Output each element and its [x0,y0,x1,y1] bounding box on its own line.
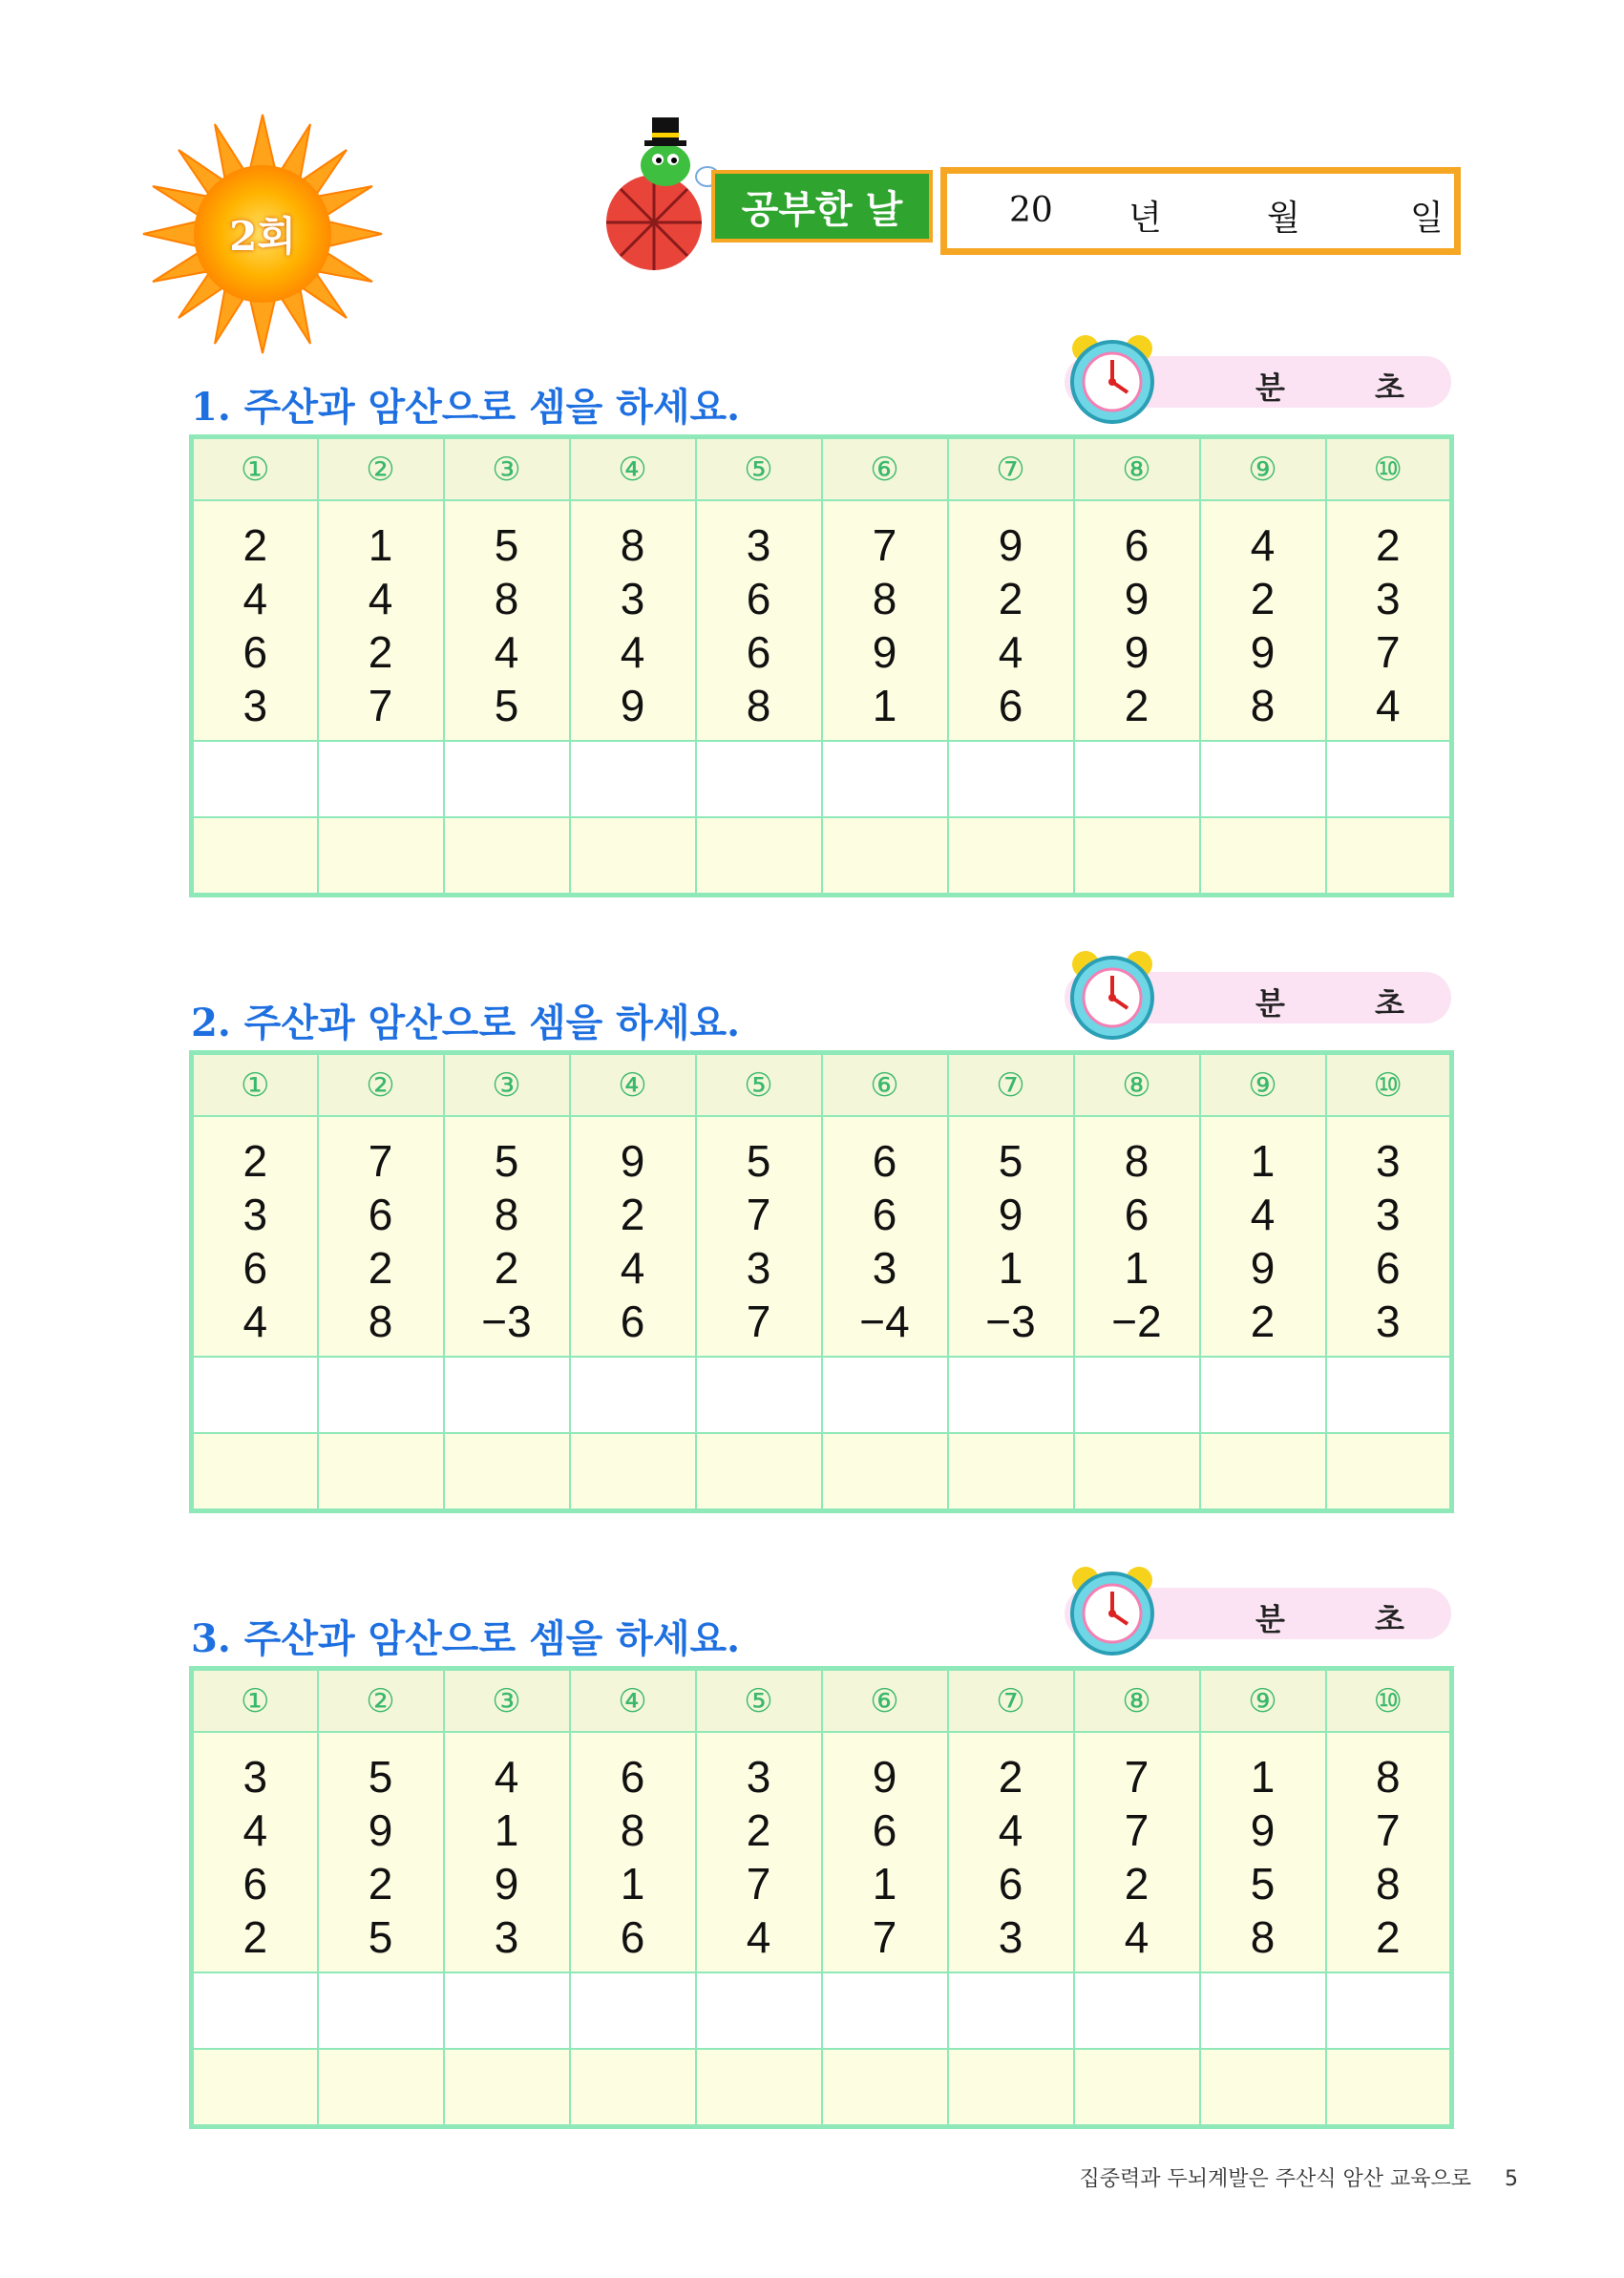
answer-cell[interactable] [1326,1433,1452,1511]
problem-number: 2 [243,1136,268,1186]
problem-number: 6 [746,627,771,677]
problem-number: 4 [368,574,393,623]
problem-number: 2 [494,1243,519,1293]
column-number: ④ [570,437,696,501]
answer-cell[interactable] [696,1972,822,2049]
problem-number: 4 [1250,520,1276,570]
answer-cell[interactable] [948,741,1074,817]
problem-number: 2 [998,1752,1023,1802]
problem-number: 2 [1375,520,1401,570]
column-number: ③ [444,1669,570,1733]
problem-number: 7 [746,1297,771,1346]
problem-number: 5 [746,1136,771,1186]
answer-cell[interactable] [570,1433,696,1511]
answer-cell[interactable] [318,741,444,817]
column-number: ⑨ [1200,437,1326,501]
problem-number: 5 [368,1752,393,1802]
problem-number: 8 [494,1190,519,1239]
problem-number: 9 [998,520,1023,570]
answer-cell[interactable] [696,817,822,896]
problem-cell [822,500,948,741]
column-number: ⑤ [696,437,822,501]
problem-cell [318,1116,444,1357]
problem-number: 3 [620,574,645,623]
problem-number: 9 [1250,1805,1276,1855]
answer-cell[interactable] [444,1433,570,1511]
problem-number: 6 [872,1805,897,1855]
date-year-prefix: 20 [1009,191,1053,230]
problem-number: 8 [1375,1859,1401,1909]
problem-cell [1074,500,1200,741]
problem-number: 6 [746,574,771,623]
answer-cell[interactable] [696,2049,822,2127]
problem-number: 4 [243,574,268,623]
answer-cell[interactable] [822,817,948,896]
problem-cell [822,1732,948,1972]
problem-cell [444,1732,570,1972]
answer-cell[interactable] [1200,741,1326,817]
problem-number: 2 [746,1805,771,1855]
problem-number: 2 [1250,1297,1276,1346]
problem-number: 8 [1250,1912,1276,1962]
answer-cell[interactable] [318,1433,444,1511]
problem-number: 9 [872,627,897,677]
date-month-label: 월 [1267,199,1300,238]
problem-cell [696,1732,822,1972]
answer-cell[interactable] [822,1972,948,2049]
answer-cell[interactable] [192,1972,318,2049]
page-footer [955,2162,1518,2192]
problem-cell [1200,500,1326,741]
problem-cell [822,1116,948,1357]
problem-number: 6 [620,1912,645,1962]
problem-number: 4 [494,627,519,677]
problem-number: −4 [859,1297,910,1346]
column-number: ③ [444,1053,570,1117]
study-day-label: 공부한 날 [711,170,933,243]
problem-number: 8 [494,574,519,623]
problem-number: 1 [1250,1136,1276,1186]
problem-number: 1 [368,520,393,570]
problem-number: 6 [620,1297,645,1346]
problem-number: 6 [998,681,1023,730]
problem-number: −3 [985,1297,1036,1346]
column-number: ⑦ [948,1669,1074,1733]
problem-cell [948,1116,1074,1357]
problem-cell [1074,1732,1200,1972]
problem-number: 6 [368,1190,393,1239]
date-day-label: 일 [1410,199,1444,238]
footer-tagline: 집중력과 두뇌계발은 주산식 암산 교육으로 [1079,2167,1472,2191]
problem-number: 6 [998,1859,1023,1909]
answer-cell[interactable] [444,741,570,817]
problem-number: 6 [243,1243,268,1293]
problem-number: 3 [746,520,771,570]
column-number: ⑧ [1074,1669,1200,1733]
problem-cell [948,1732,1074,1972]
column-number: ⑥ [822,1053,948,1117]
problem-cell [192,500,318,741]
problem-number: 3 [998,1912,1023,1962]
problem-number: 4 [1124,1912,1149,1962]
column-number: ⑤ [696,1053,822,1117]
answer-cell[interactable] [822,2049,948,2127]
answer-cell[interactable] [318,1357,444,1433]
column-number: ⑥ [822,437,948,501]
answer-cell[interactable] [1074,1433,1200,1511]
alarm-clock-icon [1065,329,1160,425]
problem-number: 9 [1124,627,1149,677]
column-number: ⑨ [1200,1053,1326,1117]
problem-cell [1074,1116,1200,1357]
answer-cell[interactable] [192,817,318,896]
problem-number: 3 [1375,1297,1401,1346]
problem-number: 7 [1375,627,1401,677]
answer-cell[interactable] [1200,817,1326,896]
alarm-clock-icon [1065,1561,1160,1656]
answer-cell[interactable] [1200,2049,1326,2127]
problem-number: 5 [368,1912,393,1962]
column-number: ⑧ [1074,1053,1200,1117]
column-number: ⑤ [696,1669,822,1733]
problem-number: 6 [1124,520,1149,570]
section-title: 1. 주산과 암산으로 셈을 하세요. [191,385,741,430]
timer-minute-label: 분 [1255,1601,1285,1637]
problem-cell [1200,1116,1326,1357]
problem-number: 8 [746,681,771,730]
answer-cell[interactable] [1074,2049,1200,2127]
problem-number: 3 [872,1243,897,1293]
answer-cell[interactable] [444,1972,570,2049]
problem-cell [444,500,570,741]
problem-cell [318,1732,444,1972]
problem-number: 8 [368,1297,393,1346]
column-number: ⑦ [948,1053,1074,1117]
problem-number: 4 [1250,1190,1276,1239]
problem-number: 2 [1124,681,1149,730]
problem-cell [444,1116,570,1357]
answer-cell[interactable] [822,741,948,817]
problem-number: 8 [620,1805,645,1855]
answer-cell[interactable] [192,2049,318,2127]
problem-number: 6 [620,1752,645,1802]
problem-cell [696,500,822,741]
column-number: ⑥ [822,1669,948,1733]
problem-number: 5 [494,520,519,570]
answer-cell[interactable] [192,1357,318,1433]
date-year-label: 년 [1128,199,1162,238]
problem-cell [570,1732,696,1972]
problem-number: 9 [1124,574,1149,623]
problem-number: 4 [620,1243,645,1293]
column-number: ① [192,437,318,501]
problem-number: 2 [368,1859,393,1909]
answer-cell[interactable] [1074,1357,1200,1433]
problem-number: 6 [872,1136,897,1186]
column-number: ② [318,1053,444,1117]
problem-number: 9 [620,1136,645,1186]
column-number: ⑦ [948,437,1074,501]
problem-number: 1 [998,1243,1023,1293]
study-date-box [940,167,1461,255]
problem-number: 3 [243,1752,268,1802]
problem-cell [192,1116,318,1357]
answer-cell[interactable] [444,817,570,896]
problem-number: 6 [1124,1190,1149,1239]
answer-cell[interactable] [948,1433,1074,1511]
column-number: ④ [570,1669,696,1733]
problem-number: 8 [1124,1136,1149,1186]
problem-number: 8 [620,520,645,570]
problem-number: 8 [1250,681,1276,730]
problem-number: 8 [872,574,897,623]
round-label: 2회 [229,213,296,260]
section-title: 3. 주산과 암산으로 셈을 하세요. [191,1616,741,1661]
answer-cell[interactable] [192,1433,318,1511]
problem-number: 1 [872,681,897,730]
answer-cell[interactable] [1326,1357,1452,1433]
problem-number: 2 [243,1912,268,1962]
problem-number: 5 [494,1136,519,1186]
problem-number: 3 [243,681,268,730]
problem-number: 6 [243,627,268,677]
alarm-clock-icon [1065,945,1160,1041]
column-number: ④ [570,1053,696,1117]
answer-cell[interactable] [696,1357,822,1433]
problem-number: 2 [620,1190,645,1239]
problem-number: 7 [872,1912,897,1962]
problem-number: 7 [746,1190,771,1239]
answer-cell[interactable] [1326,1972,1452,2049]
problem-number: 7 [872,520,897,570]
problem-number: 2 [1124,1859,1149,1909]
problem-number: 5 [998,1136,1023,1186]
column-number: ③ [444,437,570,501]
answer-cell[interactable] [570,2049,696,2127]
column-number: ⑩ [1326,437,1452,501]
answer-cell[interactable] [948,2049,1074,2127]
section-title: 2. 주산과 암산으로 셈을 하세요. [191,1001,741,1045]
problem-number: 6 [1375,1243,1401,1293]
problem-cell [1326,1116,1452,1357]
problem-number: 2 [243,520,268,570]
problem-number: 1 [872,1859,897,1909]
problem-number: 1 [620,1859,645,1909]
problem-number: 2 [1375,1912,1401,1962]
problem-number: 7 [1124,1805,1149,1855]
answer-cell[interactable] [570,1972,696,2049]
problem-number: 8 [1375,1752,1401,1802]
problem-number: 7 [746,1859,771,1909]
timer-second-label: 초 [1375,1601,1404,1637]
problem-cell [570,1116,696,1357]
answer-cell[interactable] [1074,817,1200,896]
timer-minute-label: 분 [1255,369,1285,406]
problem-number: 9 [494,1859,519,1909]
problem-number: 2 [998,574,1023,623]
problem-number: 4 [998,627,1023,677]
answer-cell[interactable] [1326,2049,1452,2127]
problem-number: 3 [1375,1136,1401,1186]
problem-number: 2 [1250,574,1276,623]
problem-number: 1 [1250,1752,1276,1802]
column-number: ⑩ [1326,1053,1452,1117]
answer-cell[interactable] [570,741,696,817]
problem-number: 3 [243,1190,268,1239]
problem-number: 6 [872,1190,897,1239]
problem-number: 7 [1375,1805,1401,1855]
column-number: ⑨ [1200,1669,1326,1733]
problem-number: 1 [494,1805,519,1855]
answer-cell[interactable] [318,1972,444,2049]
problem-number: 9 [368,1805,393,1855]
answer-cell[interactable] [570,1357,696,1433]
answer-cell[interactable] [570,817,696,896]
answer-cell[interactable] [1074,1972,1200,2049]
problem-number: 2 [368,1243,393,1293]
problem-number: 4 [243,1297,268,1346]
problem-number: 1 [1124,1243,1149,1293]
column-number: ② [318,1669,444,1733]
column-number: ⑩ [1326,1669,1452,1733]
problem-cell [1326,500,1452,741]
answer-cell[interactable] [1200,1433,1326,1511]
problem-grid [189,434,1454,897]
answer-cell[interactable] [444,2049,570,2127]
answer-cell[interactable] [444,1357,570,1433]
problem-cell [1326,1732,1452,1972]
problem-number: 4 [620,627,645,677]
problem-number: 9 [998,1190,1023,1239]
problem-number: −3 [481,1297,532,1346]
column-number: ② [318,437,444,501]
problem-number: 2 [368,627,393,677]
problem-number: 5 [494,681,519,730]
problem-number: 3 [1375,1190,1401,1239]
problem-cell [318,500,444,741]
timer-second-label: 초 [1375,369,1404,406]
problem-number: 3 [746,1243,771,1293]
answer-cell[interactable] [1200,1357,1326,1433]
problem-number: 9 [620,681,645,730]
problem-number: 4 [998,1805,1023,1855]
problem-cell [570,500,696,741]
answer-cell[interactable] [948,1972,1074,2049]
problem-number: 4 [494,1752,519,1802]
problem-number: −2 [1111,1297,1162,1346]
answer-cell[interactable] [192,741,318,817]
timer-minute-label: 분 [1255,985,1285,1022]
problem-number: 3 [494,1912,519,1962]
column-number: ⑧ [1074,437,1200,501]
answer-cell[interactable] [1200,1972,1326,2049]
problem-number: 9 [1250,627,1276,677]
problem-number: 7 [368,681,393,730]
problem-cell [1200,1732,1326,1972]
column-number: ① [192,1669,318,1733]
problem-cell [696,1116,822,1357]
column-number: ① [192,1053,318,1117]
problem-number: 9 [872,1752,897,1802]
answer-cell[interactable] [318,817,444,896]
answer-cell[interactable] [822,1433,948,1511]
problem-number: 7 [368,1136,393,1186]
problem-number: 7 [1124,1752,1149,1802]
answer-cell[interactable] [318,2049,444,2127]
problem-grid [189,1666,1454,2129]
problem-cell [948,500,1074,741]
problem-number: 9 [1250,1243,1276,1293]
timer-second-label: 초 [1375,985,1404,1022]
answer-cell[interactable] [948,1357,1074,1433]
problem-number: 4 [1375,681,1401,730]
problem-number: 3 [1375,574,1401,623]
problem-grid [189,1050,1454,1513]
problem-number: 5 [1250,1859,1276,1909]
problem-number: 3 [746,1752,771,1802]
answer-cell[interactable] [822,1357,948,1433]
answer-cell[interactable] [1326,817,1452,896]
answer-cell[interactable] [1326,741,1452,817]
problem-cell [192,1732,318,1972]
problem-number: 4 [243,1805,268,1855]
answer-cell[interactable] [1074,741,1200,817]
page-number: 5 [1505,2167,1518,2191]
mascot-umbrella-icon [597,110,730,277]
answer-cell[interactable] [948,817,1074,896]
answer-cell[interactable] [696,741,822,817]
problem-number: 6 [243,1859,268,1909]
problem-number: 4 [746,1912,771,1962]
answer-cell[interactable] [696,1433,822,1511]
